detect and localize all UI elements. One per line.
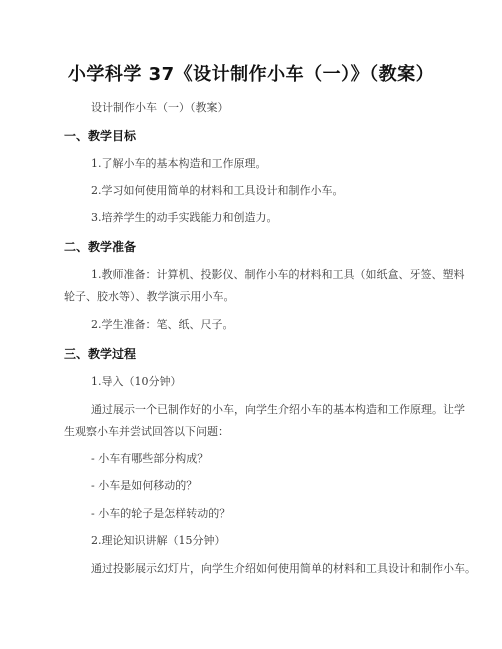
question-item-3: - 小车的轮子是怎样转动的？ bbox=[91, 507, 231, 520]
process-paragraph-1-line-2: 生观察小车并尝试回答以下问题： bbox=[64, 425, 229, 438]
section-heading-process: 三、教学过程 bbox=[64, 347, 137, 361]
preparation-item-2: 2.学生准备：笔、纸、尺子。 bbox=[91, 318, 234, 331]
question-item-2: - 小车是如何移动的？ bbox=[91, 479, 198, 492]
preparation-item-1-line-1: 1.教师准备：计算机、投影仪、制作小车的材料和工具（如纸盒、牙签、塑料 bbox=[91, 268, 465, 281]
preparation-item-1-line-2: 轮子、胶水等）、教学演示用小车。 bbox=[64, 290, 235, 303]
process-paragraph-1-line-1: 通过展示一个已制作好的小车，向学生介绍小车的基本构造和工作原理。让学 bbox=[91, 403, 465, 416]
question-item-1: - 小车有哪些部分构成？ bbox=[91, 452, 209, 465]
objective-item-1: 1.了解小车的基本构造和工作原理。 bbox=[91, 157, 267, 170]
process-paragraph-2-line-1: 通过投影展示幻灯片，向学生介绍如何使用简单的材料和工具设计和制作小车。 bbox=[91, 562, 476, 575]
objective-item-3: 3.培养学生的动手实践能力和创造力。 bbox=[91, 211, 278, 224]
process-step-2: 2.理论知识讲解（15分钟） bbox=[91, 534, 226, 547]
document-title: 小学科学 37《设计制作小车（一）》（教案） bbox=[67, 64, 435, 85]
document-subtitle: 设计制作小车（一）（教案） bbox=[91, 101, 229, 114]
section-heading-objectives: 一、教学目标 bbox=[64, 129, 137, 143]
process-step-1: 1.导入（10分钟） bbox=[91, 375, 182, 388]
section-heading-preparation: 二、教学准备 bbox=[64, 240, 137, 254]
objective-item-2: 2.学习如何使用简单的材料和工具设计和制作小车。 bbox=[91, 184, 344, 197]
